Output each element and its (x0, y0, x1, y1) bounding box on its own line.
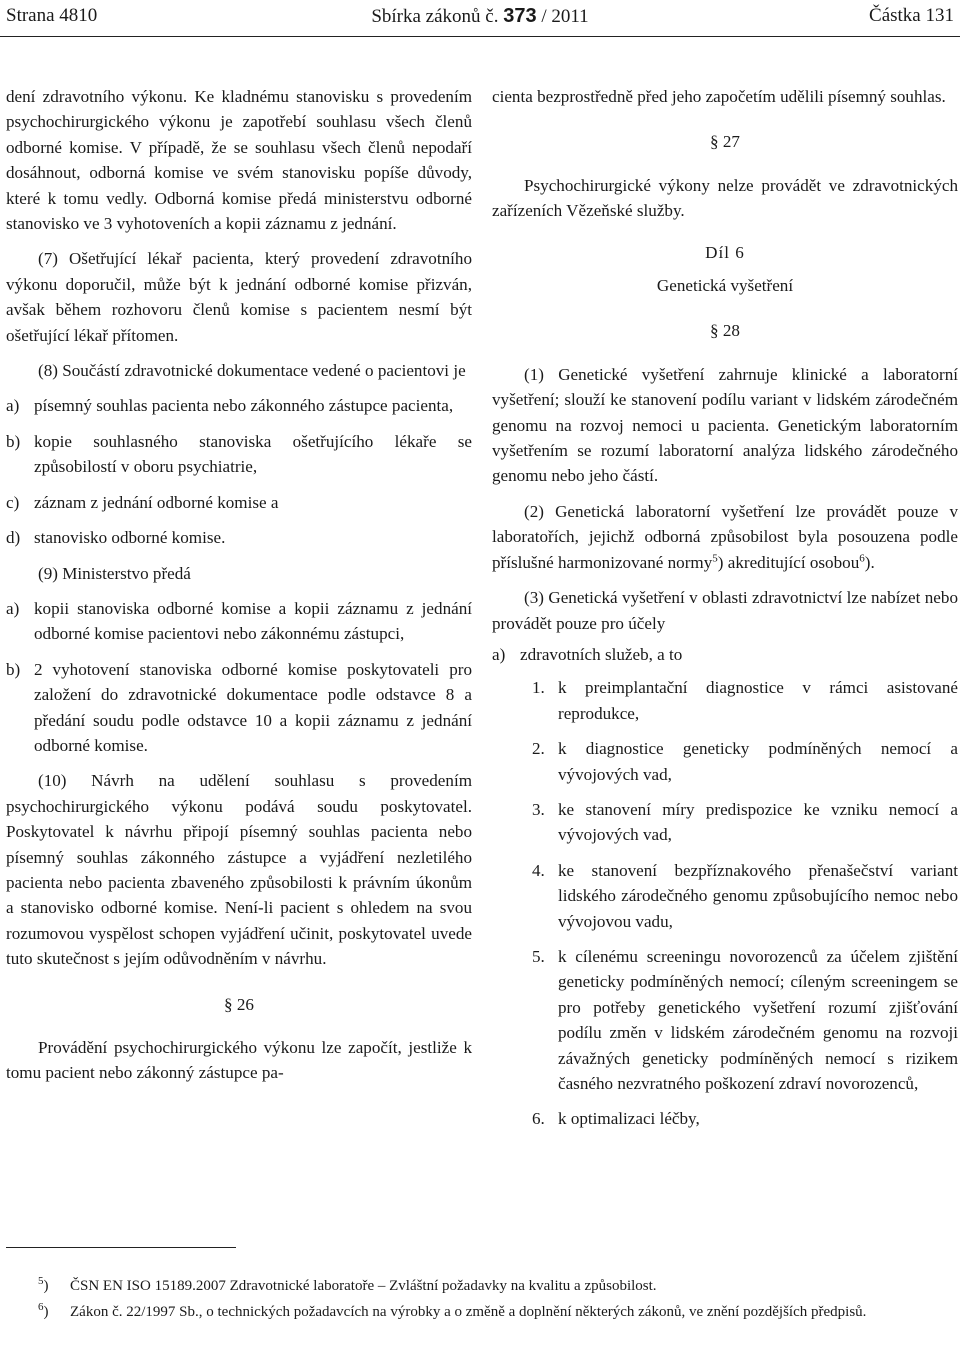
footnote-6: $^6$) Zákon č. 22/1997 Sb., o technických požadavcích na výrobky a o změně a doplnění některých zákonů, ve znění pozdějších předpisů. (38, 1301, 867, 1320)
part-6-heading: Díl 6 (705, 242, 745, 262)
part-number: Částka 131 (869, 5, 954, 26)
list-item: b) 2 vyhotovení stanoviska odborné komise poskytovateli pro založení do zdravotnické dokumentace podle odstavce 8 a předání soudu podle odstavce 10 a kopii záznamu z jednání odborné komise. (6, 659, 472, 755)
list-item: 1. k preimplantační diagnostice v rámci asistované reprodukce, (532, 678, 958, 723)
list-item: 6. k optimalizaci léčby, (532, 1109, 700, 1129)
list-item: c) záznam z jednání odborné komise a (6, 492, 279, 512)
section-27-heading: § 27 (710, 132, 740, 152)
part-6-title: Genetická vyšetření (656, 276, 794, 296)
list-item: 4. ke stanovení bezpříznakového přenašečství variant lidského zárodečného genomu způsobujícího nemoc nebo vývojovou vadu, (532, 860, 958, 931)
header-divider (0, 36, 960, 37)
footnote-ref-6[interactable]: 6 (859, 552, 865, 564)
list-item: 5. k cílenému screeningu novorozenců za účelem zjištění geneticky podmíněných nemocí; cíleným screeningem se pro potřeby genetického vyšetření rozumí zjišťování podílu změn v lidském zárodečném genomu na rozvoji závažných geneticky podmíněných nemocí s rizikem časného nezvratného poškození zdraví novorozenců, (532, 946, 958, 1093)
paragraph-3-list (492, 642, 958, 667)
list-item: d) stanovisko odborné komise. (6, 528, 226, 548)
paragraph-7: (7) Ošetřující lékař pacienta, který provedení zdravotního výkonu doporučil, může být k jednání odborné komise přizván, avšak během rozhovoru členů komise s pacientem nesmí být ošetřující lékař přítomen. (6, 249, 472, 345)
paragraph-2: (2) Genetická laboratorní vyšetření lze provádět pouze v laboratořích, jejichž odborná způsobilost byla posouzena podle příslušné harmonizované normy$^5$) akreditující osobou$^6$). (492, 501, 958, 572)
journal-title: Sbírka zákonů č. 373 / 2011 (371, 5, 589, 27)
page-header (6, 2, 954, 34)
paragraph-10: (10) Návrh na udělení souhlasu s provedením psychochirurgického výkonu podává soudu poskytovatel. Poskytovatel k návrhu připojí písemný souhlas pacienta nebo písemný souhlas zákonného zástupce a vyjádření nezletilého pacienta nebo pacienta zbaveného způsobilosti k právním úkonům a stanovisko odborné komise. Není-li pacient s ohledem na svou rozumovou vyspělost schopen vyjádření učinit, poskytovatel uvede tuto skutečnost s jejím odůvodněním v návrhu. (6, 771, 472, 969)
paragraph-8: (8) Součástí zdravotnické dokumentace vedené o pacientovi je (38, 361, 466, 381)
list-item: a) zdravotních služeb, a to (492, 644, 683, 664)
right-column (492, 84, 958, 1142)
footnotes (6, 1276, 954, 1328)
paragraph-9: (9) Ministerstvo předá (38, 563, 191, 583)
page-number: Strana 4810 (6, 5, 98, 26)
footnote-5: $^5$) ČSN EN ISO 15189.2007 Zdravotnické laboratoře – Zvláštní požadavky na kvalitu a způsobilost. (38, 1275, 657, 1294)
paragraph-9-list (6, 596, 472, 758)
section-28-heading: § 28 (710, 321, 740, 341)
paragraph-3: (3) Genetická vyšetření v oblasti zdravotnictví lze nabízet nebo provádět pouze pro účely (492, 588, 958, 633)
footnote-divider (6, 1247, 236, 1248)
issue-number: 373 (503, 5, 537, 27)
paragraph-3-sublist (532, 675, 958, 1132)
paragraph-continued: dení zdravotního výkonu. Ke kladnému stanovisku s provedením psychochirurgického výkonu je zapotřebí souhlasu všech členů odborné komise. V případě, že se souhlasu všech členů nepodaří dosáhnout, odborná komise ve svém stanovisku popíše důvody, které k tomu vedly. Odborná komise předá ministerstvu odborné stanovisko ve 3 vyhotoveních a kopii záznamu z jednání. (6, 87, 472, 234)
paragraph-8-list (6, 393, 472, 550)
list-item: 3. ke stanovení míry predispozice ke vzniku nemocí a vývojových vad, (532, 799, 958, 845)
section-26-text: Provádění psychochirurgického výkonu lze započít, jestliže k tomu pacient nebo zákonný zástupce pa- (6, 1038, 472, 1083)
paragraph-continued: cienta bezprostředně před jeho započetím udělili písemný souhlas. (492, 87, 946, 106)
list-item: 2. k diagnostice geneticky podmíněných nemocí a vývojových vad, (532, 739, 958, 784)
list-item: b) kopie souhlasného stanoviska ošetřujícího lékaře se způsobilostí v oboru psychiatrie, (6, 431, 472, 477)
section-26-heading: § 26 (224, 994, 254, 1014)
left-column (6, 84, 472, 1086)
section-27-text: Psychochirurgické výkony nelze provádět ve zdravotnických zařízeních Vězeňské služby. (492, 175, 958, 221)
list-item: a) písemný souhlas pacienta nebo zákonného zástupce pacienta, (6, 396, 454, 416)
list-item: a) kopii stanoviska odborné komise a kopii záznamu z jednání odborné komise pacientovi nebo zákonnému zástupci, (6, 598, 472, 644)
paragraph-1: (1) Genetické vyšetření zahrnuje klinické a laboratorní vyšetření; slouží ke stanovení podílu variant v lidském zárodečném genomu na rozvoj nemoci u pacienta. Genetickým laboratorním vyšetřením se rozumí laboratorní analýza lidského zárodečného genomu nebo jeho částí. (492, 364, 958, 486)
footnote-ref-5[interactable]: 5 (712, 552, 718, 564)
